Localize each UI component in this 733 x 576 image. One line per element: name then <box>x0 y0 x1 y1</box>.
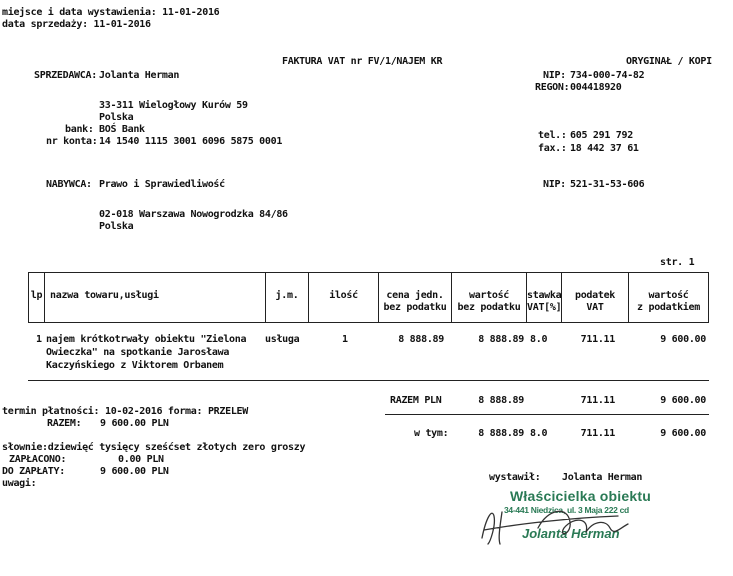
seller-nip-label: NIP: <box>543 70 566 81</box>
issuer-label: wystawił: <box>489 472 541 483</box>
payment-total-label: RAZEM: <box>47 418 82 429</box>
seller-country: Polska <box>99 112 134 123</box>
header-net-2: bez podatku <box>457 302 521 313</box>
in-that-gross: 9 600.00 <box>660 428 706 439</box>
in-that-net: 8 888.89 <box>478 428 524 439</box>
header-gross-1: wartość <box>648 290 689 301</box>
header-qty: ilość <box>329 290 358 301</box>
header-unit: j.m. <box>275 290 299 301</box>
buyer-name: Prawo i Sprawiedliwość <box>99 179 225 190</box>
seller-account: 14 1540 1115 3001 6096 5875 0001 <box>99 136 283 147</box>
total-label: RAZEM PLN <box>390 395 442 406</box>
row-net: 8 888.89 <box>478 334 524 345</box>
sale-date: data sprzedaży: 11-01-2016 <box>2 19 151 30</box>
page-number: str. 1 <box>660 257 695 268</box>
seller-regon: 004418920 <box>570 82 622 93</box>
header-unit-price-1: cena jedn. <box>386 290 444 301</box>
seller-tel-label: tel.: <box>538 130 567 141</box>
seller-tel: 605 291 792 <box>570 130 633 141</box>
signature-icon <box>478 498 648 548</box>
row-qty: 1 <box>342 334 348 345</box>
row-name-line-1: najem krótkotrwały obiektu "Zielona <box>46 334 247 345</box>
header-rate-2: VAT[%] <box>527 302 562 313</box>
total-bottom-border <box>385 414 709 415</box>
seller-fax-label: fax.: <box>538 143 567 154</box>
table-body-bottom-border <box>28 380 709 381</box>
row-name-line-3: Kaczyńskiego z Viktorem Orbanem <box>46 360 224 371</box>
row-gross: 9 600.00 <box>660 334 706 345</box>
payment-total-value: 9 600.00 PLN <box>100 418 169 429</box>
row-tax: 711.11 <box>580 334 615 345</box>
stamp-name: Jolanta Herman <box>522 526 620 541</box>
col-border-9 <box>708 272 709 322</box>
stamp-title: Właścicielka obiektu <box>510 488 651 504</box>
notes-label: uwagi: <box>2 478 37 489</box>
total-gross: 9 600.00 <box>660 395 706 406</box>
seller-bank-label: bank: <box>65 124 94 135</box>
stamp-address: 34-441 Niedzica, ul. 3 Maja 222 cd <box>504 505 629 515</box>
buyer-nip: 521-31-53-606 <box>570 179 645 190</box>
row-rate: 8.0 <box>530 334 548 345</box>
company-stamp <box>478 488 658 548</box>
header-name: nazwa towaru,usługi <box>50 290 159 301</box>
table-header-bottom-border <box>28 322 709 323</box>
seller-nip: 734-000-74-82 <box>570 70 645 81</box>
due-label: DO ZAPŁATY: <box>2 466 65 477</box>
header-net-1: wartość <box>468 290 510 301</box>
seller-address: 33-311 Wielogłowy Kurów 59 <box>99 100 248 111</box>
invoice-title: FAKTURA VAT nr FV/1/NAJEM KR <box>282 56 443 67</box>
payment-terms: termin płatności: 10-02-2016 forma: PRZELEW <box>2 406 248 417</box>
paid-label: ZAPŁACONO: <box>9 454 67 465</box>
paid-value: 0.00 PLN <box>118 454 164 465</box>
seller-bank: BOŚ Bank <box>99 124 145 135</box>
col-border-1 <box>44 272 45 322</box>
header-gross-2: z podatkiem <box>637 302 700 313</box>
row-unit: usługa <box>265 334 300 345</box>
original-copy: ORYGINAŁ / KOPI <box>626 56 712 67</box>
issue-place-date: miejsce i data wystawienia: 11-01-2016 <box>2 7 220 18</box>
row-unit-price: 8 888.89 <box>398 334 444 345</box>
header-unit-price-2: bez podatku <box>383 302 447 313</box>
buyer-country: Polska <box>99 221 134 232</box>
header-tax-2: VAT <box>586 302 604 313</box>
row-lp: 1 <box>36 334 42 345</box>
buyer-label: NABYWCA: <box>46 179 92 190</box>
amount-in-words: słownie:dziewięć tysięcy sześćset złotych zero groszy <box>2 442 306 453</box>
buyer-address: 02-018 Warszawa Nowogrodzka 84/86 <box>99 209 288 220</box>
total-tax: 711.11 <box>580 395 615 406</box>
in-that-rate: 8.0 <box>530 428 548 439</box>
in-that-tax: 711.11 <box>580 428 615 439</box>
header-tax-1: podatek <box>574 290 616 301</box>
issuer-name: Jolanta Herman <box>562 472 643 483</box>
header-lp: lp <box>30 290 43 301</box>
buyer-nip-label: NIP: <box>543 179 566 190</box>
in-that-label: w tym: <box>414 428 449 439</box>
seller-regon-label: REGON: <box>535 82 570 93</box>
due-value: 9 600.00 PLN <box>100 466 169 477</box>
seller-fax: 18 442 37 61 <box>570 143 639 154</box>
header-rate-1: stawka <box>527 290 562 301</box>
table-top-border <box>28 272 709 273</box>
seller-name: Jolanta Herman <box>99 70 180 81</box>
seller-account-label: nr konta: <box>46 136 98 147</box>
row-name-line-2: Owieczka" na spotkanie Jarosława <box>46 347 230 358</box>
total-net: 8 888.89 <box>478 395 524 406</box>
seller-label: SPRZEDAWCA: <box>34 70 97 81</box>
